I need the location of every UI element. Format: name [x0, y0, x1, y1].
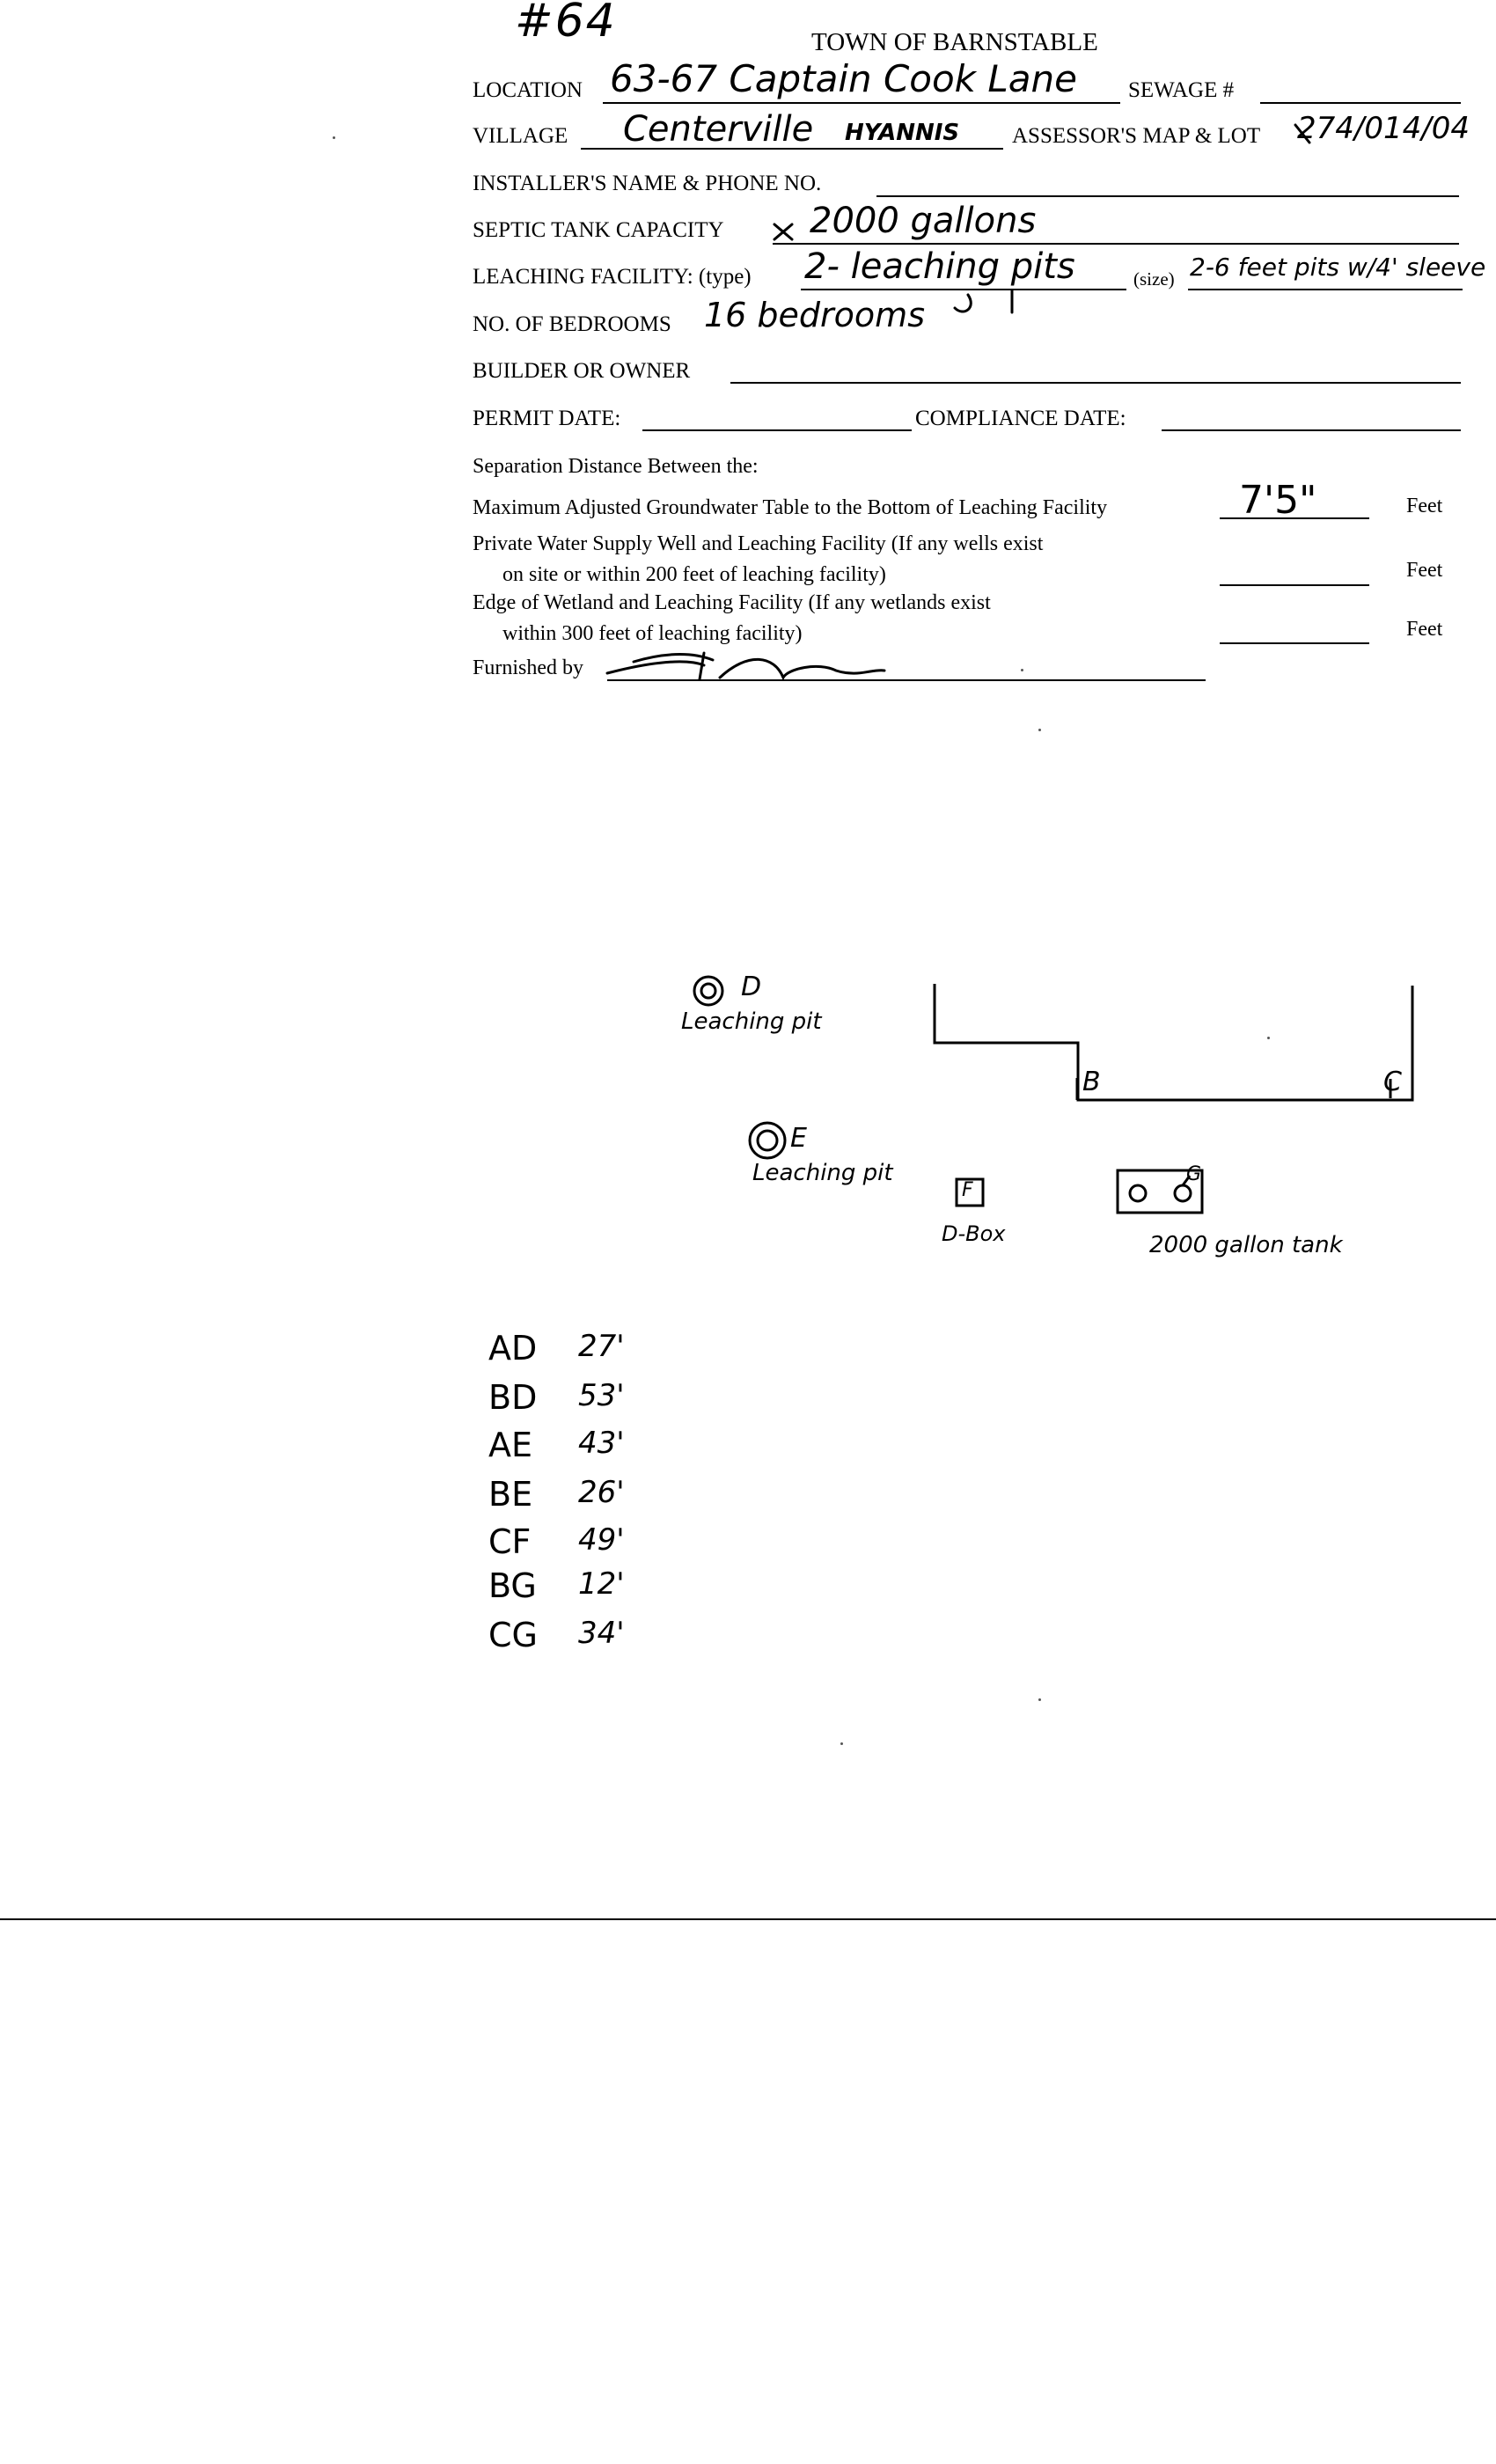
- signature-scribble: [607, 653, 884, 679]
- groundwater-value: 7'5": [1239, 478, 1317, 523]
- form-title: TOWN OF BARNSTABLE: [811, 28, 1098, 56]
- measurement-distance: 53': [578, 1378, 625, 1413]
- measurement-pair: BG: [488, 1566, 537, 1605]
- village-value: Centerville: [623, 109, 814, 150]
- scan-speck: [333, 136, 335, 139]
- measurement-pair: BE: [488, 1475, 533, 1514]
- dbox-label: D-Box: [942, 1221, 1006, 1246]
- furnished-by-label: Furnished by: [473, 656, 583, 679]
- village-label: VILLAGE: [473, 124, 568, 148]
- measurement-distance: 49': [578, 1522, 625, 1558]
- measurement-distance: 12': [578, 1566, 625, 1602]
- point-c-label: C: [1383, 1067, 1402, 1097]
- installer-label: INSTALLER'S NAME & PHONE NO.: [473, 172, 822, 195]
- pit-d-inner: [701, 984, 715, 998]
- measurement-distance: 26': [578, 1475, 625, 1510]
- measurement-distance: 27': [578, 1329, 625, 1364]
- tank-outlet-circle: [1175, 1185, 1191, 1201]
- bedrooms-value: 16 bedrooms: [704, 296, 925, 334]
- pit-d-outer: [694, 977, 722, 1005]
- pit-e-inner: [758, 1131, 777, 1150]
- wetland-label-line1: Edge of Wetland and Leaching Facility (If any wetlands exist: [473, 591, 991, 614]
- measurement-distance: 43': [578, 1426, 625, 1461]
- file-number-stamp: #64: [515, 0, 617, 48]
- dbox-letter: F: [962, 1179, 973, 1201]
- scan-speck: [1038, 729, 1041, 731]
- septic-strike-mark: [774, 224, 792, 239]
- pit-d-letter: D: [741, 972, 762, 1002]
- assessor-strike-mark: [1295, 125, 1309, 143]
- sewage-label: SEWAGE #: [1128, 78, 1235, 102]
- building-outline: [935, 984, 1412, 1100]
- tank-inlet-circle: [1130, 1185, 1146, 1201]
- measurement-pair: AD: [488, 1329, 538, 1368]
- leaching-type-label: LEACHING FACILITY: (type): [473, 265, 752, 289]
- well-label-line2: on site or within 200 feet of leaching facility): [502, 563, 886, 586]
- assessor-label: ASSESSOR'S MAP & LOT: [1012, 124, 1261, 148]
- village-value-hyannis: HYANNIS: [845, 120, 960, 146]
- measurement-pair: CF: [488, 1522, 532, 1561]
- location-value: 63-67 Captain Cook Lane: [610, 57, 1077, 100]
- groundwater-label: Maximum Adjusted Groundwater Table to the Bottom of Leaching Facility: [473, 496, 1108, 519]
- pit-e-label: Leaching pit: [752, 1160, 893, 1186]
- measurement-distance: 34': [578, 1616, 625, 1651]
- wetland-unit: Feet: [1406, 618, 1443, 641]
- separation-heading: Separation Distance Between the:: [473, 455, 759, 478]
- well-label-line1: Private Water Supply Well and Leaching Facility (If any wells exist: [473, 532, 1044, 555]
- leaching-underline-mark: [955, 290, 1012, 312]
- groundwater-unit: Feet: [1406, 495, 1443, 517]
- scan-speck: [1038, 1698, 1041, 1701]
- tank-letter: G: [1186, 1163, 1202, 1185]
- scan-speck: [1267, 1037, 1270, 1039]
- pit-d-label: Leaching pit: [681, 1008, 822, 1035]
- size-label: (size): [1133, 268, 1175, 290]
- page-divider: [0, 1918, 1496, 1920]
- well-unit: Feet: [1406, 559, 1443, 582]
- builder-label: BUILDER OR OWNER: [473, 359, 691, 383]
- leaching-type-value: 2- leaching pits: [804, 246, 1075, 287]
- location-label: LOCATION: [473, 78, 583, 102]
- pit-e-letter: E: [790, 1123, 807, 1154]
- assessor-value: 274/014/04: [1297, 111, 1470, 146]
- septic-label: SEPTIC TANK CAPACITY: [473, 218, 724, 242]
- measurement-pair: AE: [488, 1426, 533, 1464]
- scan-speck: [1021, 669, 1023, 671]
- pit-e-outer: [750, 1123, 785, 1158]
- permit-date-label: PERMIT DATE:: [473, 407, 621, 430]
- bedrooms-label: NO. OF BEDROOMS: [473, 312, 671, 336]
- wetland-label-line2: within 300 feet of leaching facility): [502, 622, 803, 645]
- size-value: 2-6 feet pits w/4' sleeve: [1190, 253, 1486, 282]
- measurement-pair: CG: [488, 1616, 538, 1654]
- compliance-date-label: COMPLIANCE DATE:: [915, 407, 1126, 430]
- measurement-pair: BD: [488, 1378, 538, 1417]
- tank-label: 2000 gallon tank: [1149, 1232, 1343, 1258]
- point-b-label: B: [1082, 1067, 1101, 1097]
- scan-speck: [840, 1742, 843, 1745]
- septic-value: 2000 gallons: [810, 201, 1037, 241]
